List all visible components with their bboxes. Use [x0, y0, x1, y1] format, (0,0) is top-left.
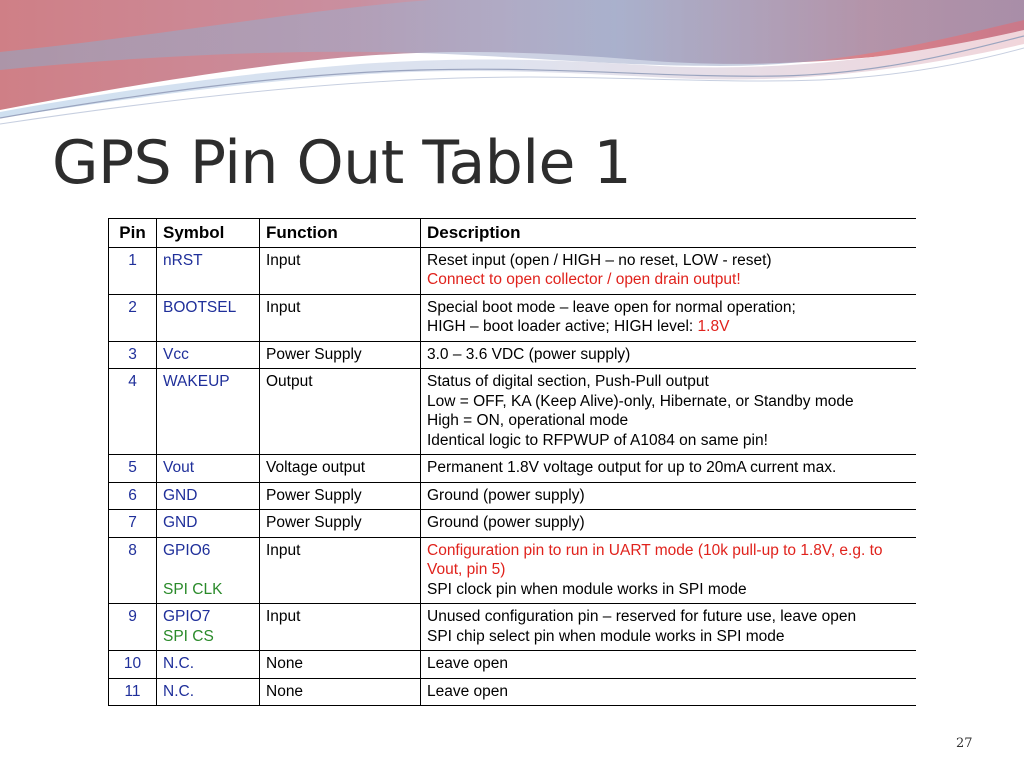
- description-line: [427, 607, 910, 627]
- symbol-spacer: [163, 560, 253, 580]
- pin-number-cell: 10: [109, 651, 157, 679]
- slide-title: GPS Pin Out Table 1: [52, 128, 632, 198]
- symbol-cell: [157, 294, 260, 341]
- table-row: [109, 341, 917, 369]
- table-row: [109, 510, 917, 538]
- description-text: Low = OFF, KA (Keep Alive)-only, Hibernate, or Standby mode: [427, 392, 854, 410]
- function-cell: Input: [260, 294, 421, 341]
- symbol-line: GPIO7: [163, 608, 211, 625]
- description-cell: [421, 678, 917, 706]
- description-text: Ground (power supply): [427, 514, 585, 531]
- function-cell: Power Supply: [260, 482, 421, 510]
- table-body: [109, 247, 917, 706]
- description-text: Status of digital section, Push-Pull output: [427, 373, 709, 390]
- symbol-line: BOOTSEL: [163, 298, 237, 316]
- symbol-line: N.C.: [163, 655, 194, 672]
- symbol-line: SPI CS: [163, 627, 214, 645]
- symbol-cell: [157, 678, 260, 706]
- symbol-cell: [157, 341, 260, 369]
- description-line: [427, 251, 910, 271]
- symbol-cell: [157, 651, 260, 679]
- description-text: HIGH – boot loader active; HIGH level:: [427, 318, 698, 335]
- symbol-cell: [157, 369, 260, 455]
- description-text: Permanent 1.8V voltage output for up to 20mA current max.: [427, 459, 837, 476]
- description-text: Special boot mode – leave open for normal operation;: [427, 298, 796, 316]
- description-cell: [421, 604, 917, 651]
- description-line: [427, 345, 910, 365]
- description-text: Identical logic to RFPWUP of A1084 on same pin!: [427, 431, 768, 449]
- symbol-cell: [157, 604, 260, 651]
- symbol-cell: [157, 510, 260, 538]
- description-line: [427, 431, 910, 451]
- pin-out-table-container: [108, 218, 916, 710]
- function-cell: Input: [260, 537, 421, 604]
- function-cell: None: [260, 678, 421, 706]
- header-description: Description: [421, 219, 917, 248]
- function-cell: Power Supply: [260, 510, 421, 538]
- description-line: [427, 270, 910, 290]
- description-line: [427, 486, 910, 506]
- table-row: [109, 678, 917, 706]
- description-text: SPI clock pin when module works in SPI mode: [427, 580, 747, 598]
- symbol-line: N.C.: [163, 682, 194, 700]
- description-line: [427, 513, 910, 533]
- symbol-line: GND: [163, 486, 198, 504]
- function-cell: Input: [260, 247, 421, 294]
- symbol-line: Vcc: [163, 345, 189, 363]
- symbol-line: nRST: [163, 251, 203, 269]
- header-function: Function: [260, 219, 421, 248]
- description-cell: [421, 341, 917, 369]
- description-line: [427, 372, 910, 392]
- description-cell: [421, 369, 917, 455]
- header-symbol: Symbol: [157, 219, 260, 248]
- table-row: [109, 537, 917, 604]
- pin-number-cell: 3: [109, 341, 157, 369]
- pin-number-cell: 5: [109, 455, 157, 483]
- table-row: [109, 651, 917, 679]
- description-line: [427, 298, 910, 318]
- symbol-cell: [157, 537, 260, 604]
- pin-number-cell: 4: [109, 369, 157, 455]
- pin-number-cell: 9: [109, 604, 157, 651]
- description-cell: [421, 510, 917, 538]
- description-line: [427, 458, 910, 478]
- table-row: [109, 247, 917, 294]
- symbol-cell: [157, 455, 260, 483]
- pin-number-cell: 8: [109, 537, 157, 604]
- header-pin: Pin: [109, 219, 157, 248]
- description-line: [427, 682, 910, 702]
- page-number: 27: [956, 736, 973, 751]
- description-text: High = ON, operational mode: [427, 412, 629, 429]
- symbol-cell: [157, 247, 260, 294]
- description-text: Unused configuration pin – reserved for future use, leave open: [427, 608, 857, 625]
- description-cell: [421, 651, 917, 679]
- pin-number-cell: 1: [109, 247, 157, 294]
- pin-out-table: [108, 218, 916, 706]
- pin-number-cell: 11: [109, 678, 157, 706]
- description-text: Leave open: [427, 655, 509, 672]
- symbol-line: GPIO6: [163, 541, 211, 559]
- table-header-row: [109, 219, 917, 248]
- function-cell: Power Supply: [260, 341, 421, 369]
- function-cell: Output: [260, 369, 421, 455]
- table-row: [109, 369, 917, 455]
- description-line: [427, 654, 910, 674]
- symbol-cell: [157, 482, 260, 510]
- pin-number-cell: 6: [109, 482, 157, 510]
- header-wave-decoration: [0, 0, 1024, 130]
- description-highlight: 1.8V: [697, 318, 730, 335]
- description-text: Configuration pin to run in UART mode (10k pull-up to 1.8V, e.g. to Vout, pin 5): [427, 541, 883, 578]
- description-line: [427, 541, 910, 580]
- description-text: Connect to open collector / open drain output!: [427, 271, 741, 288]
- description-text: Leave open: [427, 682, 509, 700]
- symbol-line: SPI CLK: [163, 580, 223, 598]
- description-line: [427, 627, 910, 647]
- description-text: Ground (power supply): [427, 486, 585, 504]
- pin-number-cell: 2: [109, 294, 157, 341]
- table-row: [109, 482, 917, 510]
- symbol-line: Vout: [163, 459, 195, 476]
- description-cell: [421, 537, 917, 604]
- description-line: [427, 411, 910, 431]
- pin-number-cell: 7: [109, 510, 157, 538]
- table-row: [109, 294, 917, 341]
- description-cell: [421, 482, 917, 510]
- function-cell: None: [260, 651, 421, 679]
- function-cell: Voltage output: [260, 455, 421, 483]
- description-text: Reset input (open / HIGH – no reset, LOW - reset): [427, 251, 772, 269]
- description-cell: [421, 247, 917, 294]
- table-row: [109, 455, 917, 483]
- symbol-line: GND: [163, 514, 198, 531]
- description-text: SPI chip select pin when module works in SPI mode: [427, 627, 785, 645]
- description-text: 3.0 – 3.6 VDC (power supply): [427, 345, 631, 363]
- description-cell: [421, 455, 917, 483]
- description-line: [427, 580, 910, 600]
- description-line: [427, 317, 910, 337]
- function-cell: Input: [260, 604, 421, 651]
- description-cell: [421, 294, 917, 341]
- table-row: [109, 604, 917, 651]
- symbol-line: WAKEUP: [163, 373, 230, 390]
- description-line: [427, 392, 910, 412]
